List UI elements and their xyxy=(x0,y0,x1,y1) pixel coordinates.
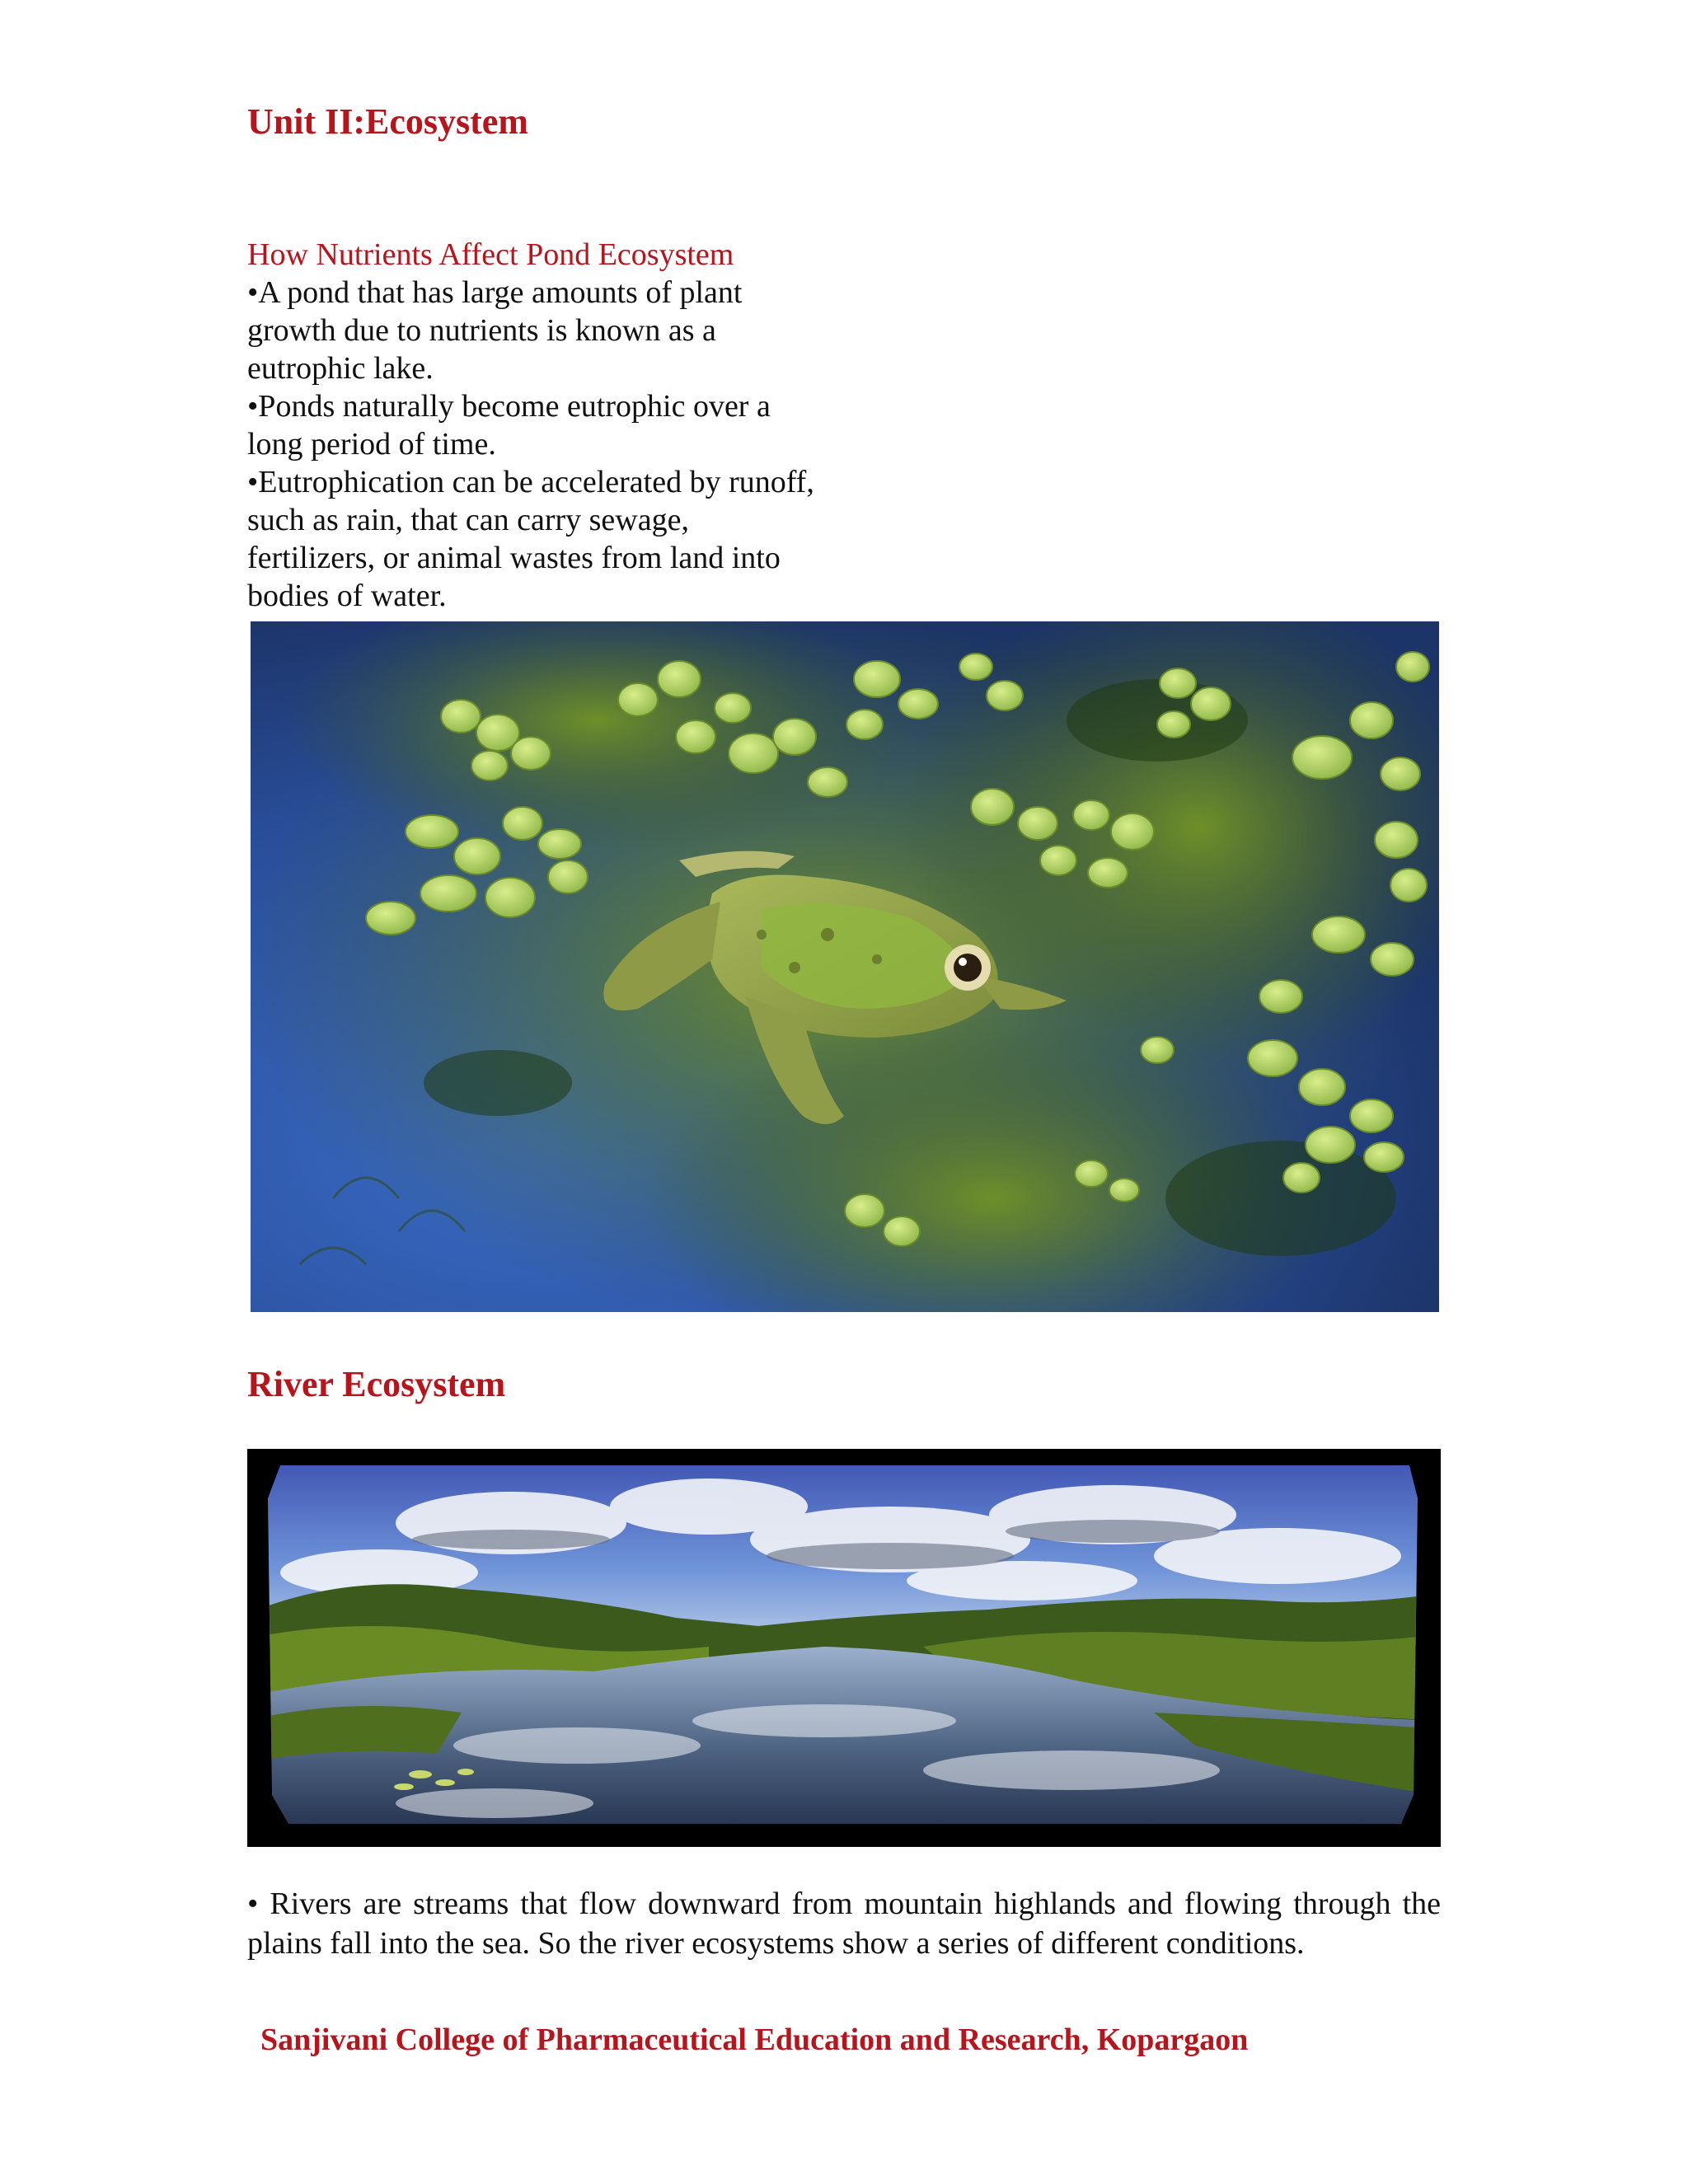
pond-bullet-text xyxy=(247,274,814,615)
pond-text-line: •Ponds naturally become eutrophic over a xyxy=(247,389,771,424)
river-section-heading: River Ecosystem xyxy=(247,1364,506,1404)
pond-text-line: growth due to nutrients is known as a xyxy=(247,313,716,348)
pond-text-line: bodies of water. xyxy=(247,579,447,613)
pond-frog-image xyxy=(251,621,1439,1312)
unit-title: Unit II:Ecosystem xyxy=(247,101,528,142)
river-landscape-image xyxy=(247,1449,1441,1847)
pond-section-heading: How Nutrients Affect Pond Ecosystem xyxy=(247,237,734,272)
river-landscape-illustration xyxy=(247,1449,1441,1847)
pond-text-line: long period of time. xyxy=(247,427,496,462)
pond-text-line: such as rain, that can carry sewage, xyxy=(247,503,689,537)
river-description: • Rivers are streams that flow downward from mountain highlands and flowing through the plains fall into the sea. So the river ecosystems show a series of different conditions. xyxy=(247,1886,1441,1961)
pond-text-line: fertilizers, or animal wastes from land into xyxy=(247,541,781,575)
pond-text-line: •Eutrophication can be accelerated by runoff, xyxy=(247,465,814,499)
pond-text-line: •A pond that has large amounts of plant xyxy=(247,275,743,310)
footer-college-name: Sanjivani College of Pharmaceutical Education and Research, Kopargaon xyxy=(260,2022,1249,2057)
pond-frog-illustration xyxy=(251,621,1439,1312)
pond-text-line: eutrophic lake. xyxy=(247,351,434,386)
